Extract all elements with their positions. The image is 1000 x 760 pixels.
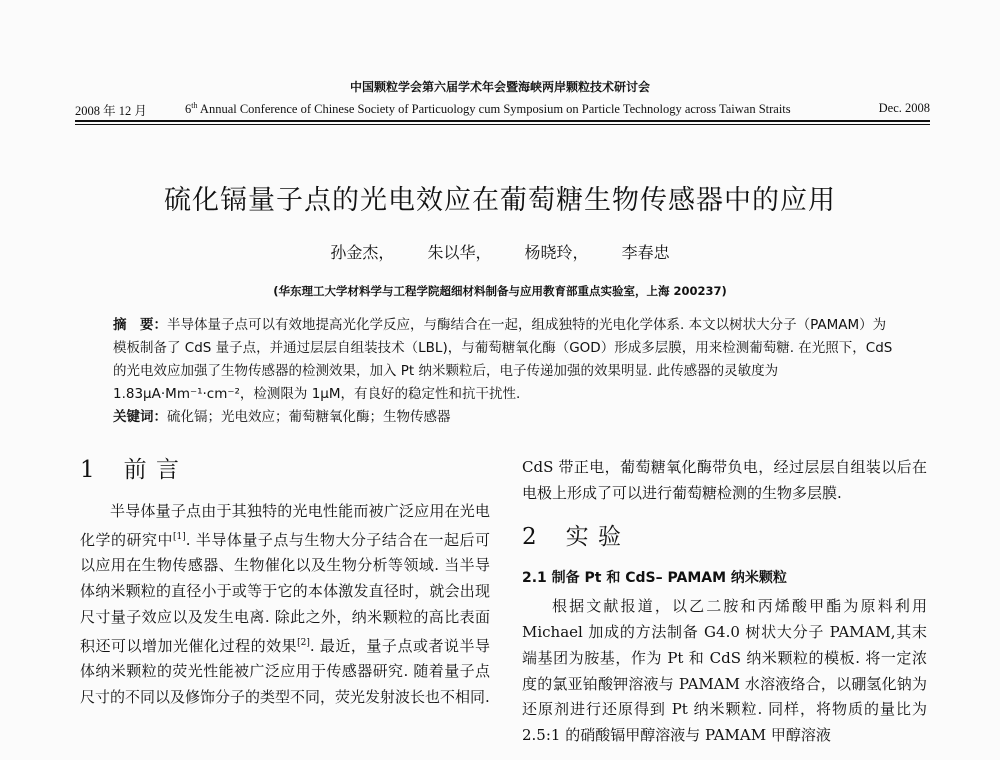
affiliation: (华东理工大学材料学与工程学院超细材料制备与应用教育部重点实验室，上海 200237): [273, 284, 727, 298]
conference-title-cn: 中国颗粒学会第六届学术年会暨海峡两岸颗粒技术研讨会: [349, 80, 650, 94]
running-header: [75, 101, 930, 119]
continuation-paragraph: CdS 带正电，葡萄糖氧化酶带负电，经过层层自组装以后在电极上形成了可以进行葡萄糖检测的生物多层膜.: [522, 458, 927, 502]
section-1-heading: 1 前 言: [80, 457, 180, 483]
paper-title: 硫化镉量子点的光电效应在葡萄糖生物传感器中的应用: [164, 185, 836, 216]
keywords: [113, 406, 898, 429]
header-date-en: Dec. 2008: [878, 101, 930, 115]
citation: [2]: [297, 637, 310, 648]
section-1-paragraph: 半导体量子点由于其独特的光电性能而被广泛应用在光电化学的研究中[1]. 半导体量子点与生物大分子结合在一起后可以应用在生物传感器、生物催化以及生物分析等领域. 当半导体纳米颗粒的直径小于或等于它的本体激发直径时，就会出现尺寸量子效应以及发生电离. 除此之外，纳米颗粒的高比表面积还可以增加光催化过程的效果[2]. 最近，量子点或者说半导体纳米颗粒的荧光性能被广泛应用于传感器研究. 随着量子点尺寸的不同以及修饰分子的类型不同，荧光发射波长也不相同.: [80, 502, 490, 706]
abstract: [113, 314, 898, 406]
author: 李春忠: [621, 243, 670, 262]
conference-title-en: 6th Annual Conference of Chinese Society of Particuology cum Symposium on Particle Technology across Taiwan Straits: [185, 101, 791, 117]
author: 孙金杰，: [330, 243, 395, 262]
header-date-cn: 2008 年 12 月: [75, 104, 147, 118]
section-2-heading: 2 实 验: [522, 524, 622, 551]
keywords-text: 硫化镉；光电效应；葡萄糖氧化酶；生物传感器: [167, 409, 451, 425]
author: 杨晓玲，: [524, 243, 589, 262]
citation: [1]: [173, 531, 186, 542]
header-rule-thick: [75, 120, 930, 122]
abstract-label: 摘 要：: [113, 317, 167, 333]
header-rule-thin: [75, 124, 930, 125]
keywords-label: 关键词：: [113, 409, 167, 425]
abstract-text: 半导体量子点可以有效地提高光化学反应，与酶结合在一起，组成独特的光电化学体系. 本文以树状大分子（PAMAM）为模板制备了 CdS 量子点，并通过层层自组装技术（LBL)，与葡萄糖氧化酶（GOD）形成多层膜，用来检测葡萄糖. 在光照下，CdS 的光电效应加强了生物传感器的检测效果，加入 Pt 纳米颗粒后，电子传递加强的效果明显. 此传感器的灵敏度为 1.83μA·Mm⁻¹·cm⁻²，检测限为 1μM，有良好的稳定性和抗干扰性.: [113, 317, 893, 402]
right-column: [522, 455, 927, 749]
subsection-2-1-paragraph: 根据文献报道，以乙二胺和丙烯酸甲酯为原料利用 Michael 加成的方法制备 G4.0 树状大分子 PAMAM,其末端基团为胺基，作为 Pt 和 CdS 纳米颗粒的模板. 将一定浓度的氯亚铂酸钾溶液与 PAMAM 水溶液络合，以硼氢化钠为还原剂进行还原得到 Pt 纳米颗粒. 同样，将物质的量比为 2.5:1 的硝酸镉甲醇溶液与 PAMAM 甲醇溶液: [522, 597, 927, 744]
author-list: [0, 240, 1000, 263]
left-column: [80, 455, 490, 711]
author: 朱以华，: [427, 243, 492, 262]
subsection-2-1-heading: 2.1 制备 Pt 和 CdS– PAMAM 纳米颗粒: [522, 570, 787, 587]
